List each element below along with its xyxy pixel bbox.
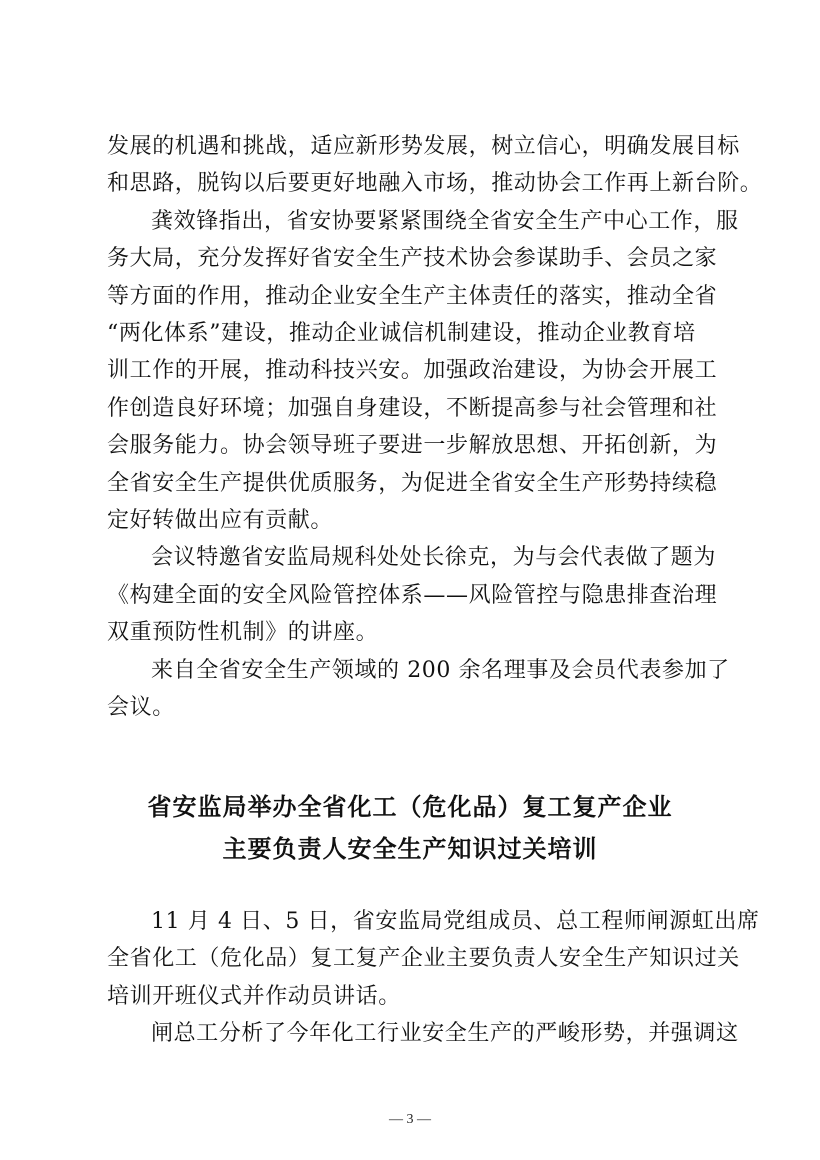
paragraph — [107, 1015, 739, 1052]
text-line: 《构建全面的安全风险管控体系——风险管控与隐患排查治理 — [107, 582, 718, 608]
text-line: 会议特邀省安监局规科处处长徐克，为与会代表做了题为 — [151, 545, 717, 571]
text-line: 务大局，充分发挥好省安全生产技术协会参谋助手、会员之家 — [107, 246, 718, 272]
paragraph — [107, 203, 739, 540]
paragraph — [107, 903, 760, 1015]
text-line: 会议。 — [107, 695, 175, 721]
text-line: 来自全省安全生产领域的 200 余名理事及会员代表参加了 — [151, 657, 730, 683]
text-line: 和思路，脱钩以后要更好地融入市场，推动协会工作再上新台阶。 — [107, 171, 763, 197]
paragraph — [107, 652, 730, 727]
text-line: 发展的机遇和挑战，适应新形势发展，树立信心，明确发展目标 — [107, 134, 740, 159]
paragraph — [107, 128, 763, 203]
article-heading-line-1: 省安监局举办全省化工（危化品）复工复产企业 — [147, 793, 673, 821]
text-line: “两化体系”建设，推动企业诚信机制建设，推动企业教育培 — [107, 321, 696, 347]
page-number: — 3 — — [389, 1112, 431, 1127]
text-line: 闸总工分析了今年化工行业安全生产的严峻形势，并强调这 — [151, 1021, 739, 1047]
text-line: 等方面的作用，推动企业安全生产主体责任的落实，推动全省 — [107, 283, 718, 309]
text-line: 11 月 4 日、5 日，省安监局党组成员、总工程师闸源虹出席 — [151, 909, 760, 934]
text-line: 定好转做出应有贡献。 — [107, 508, 334, 534]
body-text-bottom — [107, 903, 760, 1053]
paragraph — [107, 539, 719, 651]
text-line: 训工作的开展，推动科技兴安。加强政治建设，为协会开展工 — [107, 358, 718, 384]
article-heading-line-2: 主要负责人安全生产知识过关培训 — [222, 835, 598, 863]
text-line: 双重预防性机制》的讲座。 — [107, 620, 379, 646]
text-line: 全省安全生产提供优质服务，为促进全省安全生产形势持续稳 — [107, 470, 718, 496]
text-line: 全省化工（危化品）复工复产企业主要负责人安全生产知识过关 — [107, 946, 740, 972]
text-line: 培训开班仪式并作动员讲话。 — [107, 983, 401, 1009]
body-text-top — [107, 128, 763, 727]
text-line: 作创造良好环境；加强自身建设，不断提高参与社会管理和社 — [107, 395, 718, 421]
text-line: 龚效锋指出，省安协要紧紧围绕全省安全生产中心工作，服 — [151, 208, 739, 234]
text-line: 会服务能力。协会领导班子要进一步解放思想、开拓创新，为 — [107, 433, 718, 459]
